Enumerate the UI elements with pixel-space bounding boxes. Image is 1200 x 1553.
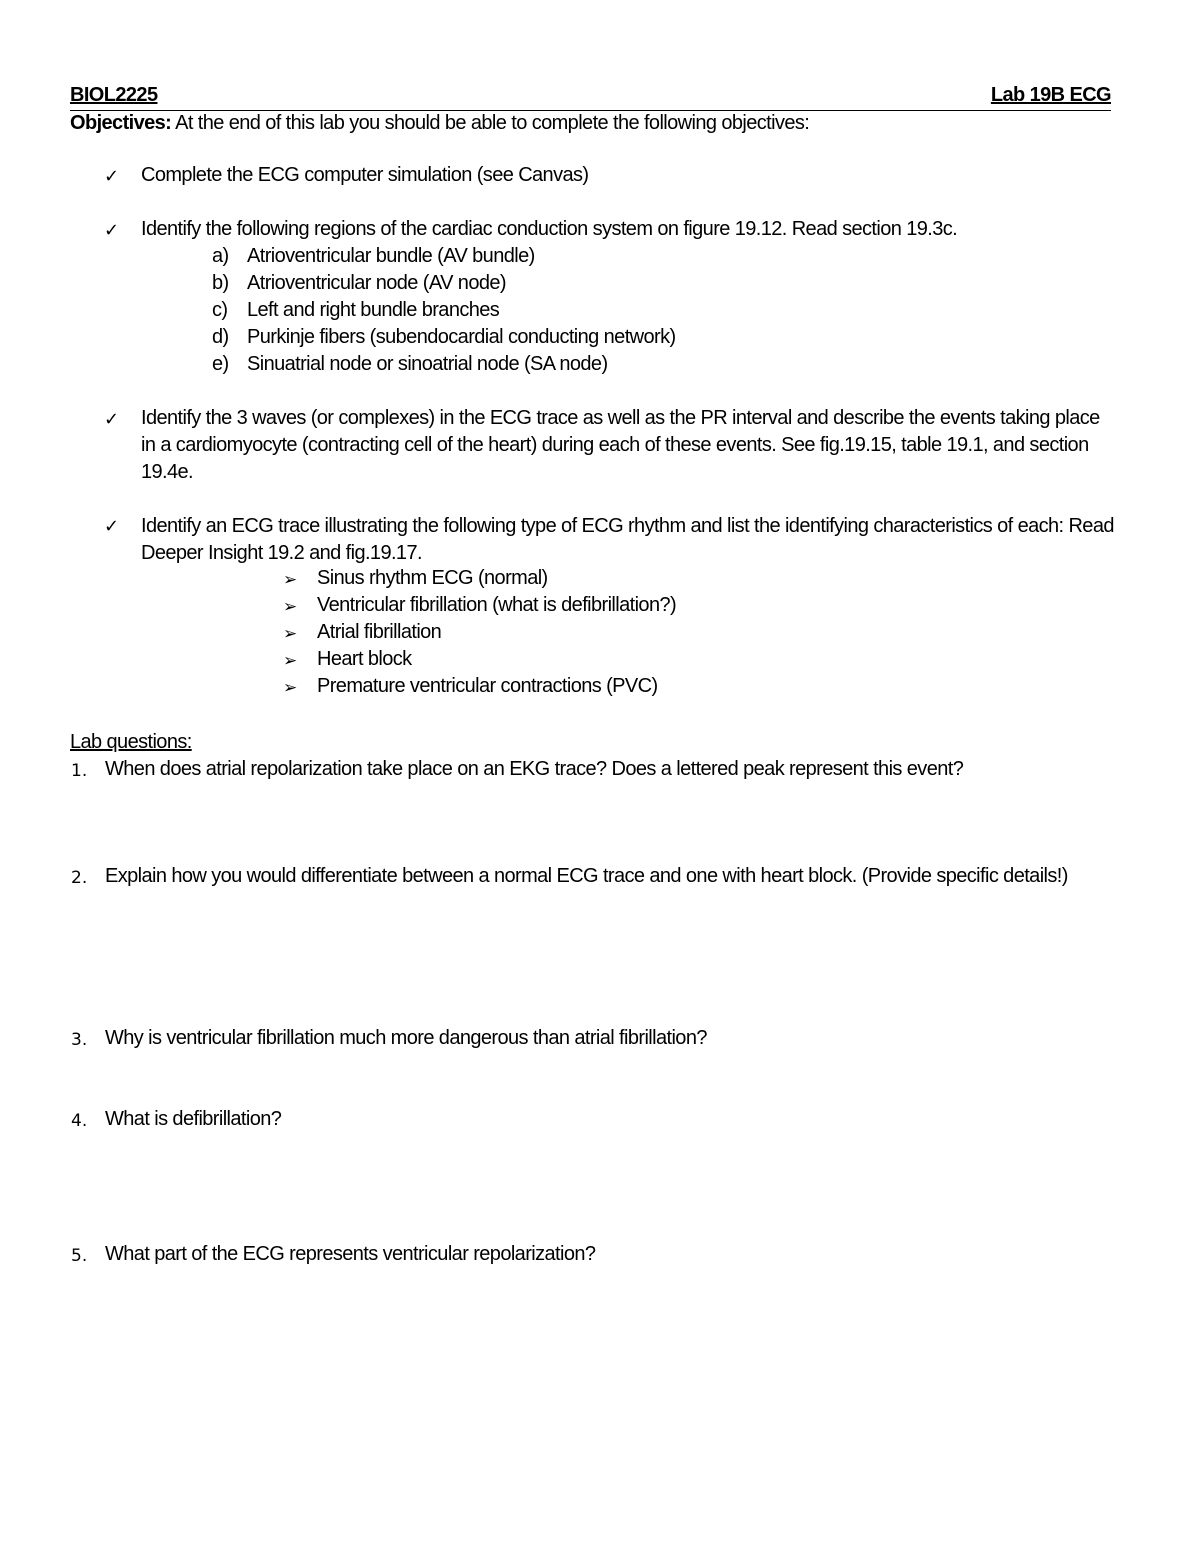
arrow-bullet-icon: ➢ bbox=[283, 624, 297, 643]
region-letter: d) bbox=[212, 326, 229, 348]
objectives-intro-text: At the end of this lab you should be able to complete the following objectives: bbox=[171, 112, 810, 134]
objective-item: Complete the ECG computer simulation (see Canvas) bbox=[141, 164, 589, 186]
question-number: 4. bbox=[71, 1111, 88, 1131]
rhythm-item: Atrial fibrillation bbox=[317, 621, 442, 643]
rhythm-item: Premature ventricular contractions (PVC) bbox=[317, 675, 658, 697]
arrow-bullet-icon: ➢ bbox=[283, 651, 297, 670]
region-item: Left and right bundle branches bbox=[247, 299, 500, 321]
question-number: 3. bbox=[71, 1030, 88, 1050]
arrow-bullet-icon: ➢ bbox=[283, 597, 297, 616]
arrow-bullet-icon: ➢ bbox=[283, 570, 297, 589]
page-header bbox=[70, 84, 1111, 111]
rhythm-item: Sinus rhythm ECG (normal) bbox=[317, 567, 548, 589]
region-letter: e) bbox=[212, 353, 229, 375]
question-text: What is defibrillation? bbox=[105, 1108, 282, 1130]
question-number: 2. bbox=[71, 868, 88, 888]
region-item: Purkinje fibers (subendocardial conducting network) bbox=[247, 326, 676, 348]
objective-item: Identify an ECG trace illustrating the following type of ECG rhythm and list the identifying characteristics of each: Read Deeper Insight 19.2 and fig.19.17. bbox=[141, 515, 1114, 564]
region-letter: c) bbox=[212, 299, 228, 321]
check-icon: ✓ bbox=[104, 516, 119, 536]
rhythm-item: Ventricular fibrillation (what is defibrillation?) bbox=[317, 594, 677, 616]
question-number: 1. bbox=[71, 761, 88, 781]
question-text: What part of the ECG represents ventricular repolarization? bbox=[105, 1243, 596, 1265]
region-item: Sinuatrial node or sinoatrial node (SA node) bbox=[247, 353, 608, 375]
objectives-label: Objectives: bbox=[70, 112, 172, 134]
objective-item: Identify the following regions of the cardiac conduction system on figure 19.12. Read section 19.3c. bbox=[141, 218, 958, 240]
check-icon: ✓ bbox=[104, 220, 119, 240]
check-icon: ✓ bbox=[104, 166, 119, 186]
question-text: Why is ventricular fibrillation much more dangerous than atrial fibrillation? bbox=[105, 1027, 707, 1049]
region-letter: b) bbox=[212, 272, 229, 294]
question-text: When does atrial repolarization take place on an EKG trace? Does a lettered peak represent this event? bbox=[105, 758, 964, 780]
question-text: Explain how you would differentiate between a normal ECG trace and one with heart block. (Provide specific details!) bbox=[105, 865, 1068, 887]
arrow-bullet-icon: ➢ bbox=[283, 678, 297, 697]
objective-item: Identify the 3 waves (or complexes) in the ECG trace as well as the PR interval and describe the events taking place in a cardiomyocyte (contracting cell of the heart) during each of these events. See fig.19.15, table 19.1, and section 19.4e. bbox=[141, 407, 1100, 483]
objectives-intro bbox=[70, 112, 809, 135]
lab-title: Lab 19B ECG bbox=[990, 84, 1111, 106]
lab-questions-heading: Lab questions: bbox=[70, 731, 192, 753]
region-letter: a) bbox=[212, 245, 229, 267]
rhythm-item: Heart block bbox=[317, 648, 412, 670]
check-icon: ✓ bbox=[104, 409, 119, 429]
region-item: Atrioventricular node (AV node) bbox=[247, 272, 506, 294]
course-code: BIOL2225 bbox=[70, 84, 158, 106]
region-item: Atrioventricular bundle (AV bundle) bbox=[247, 245, 535, 267]
question-number: 5. bbox=[71, 1246, 88, 1266]
